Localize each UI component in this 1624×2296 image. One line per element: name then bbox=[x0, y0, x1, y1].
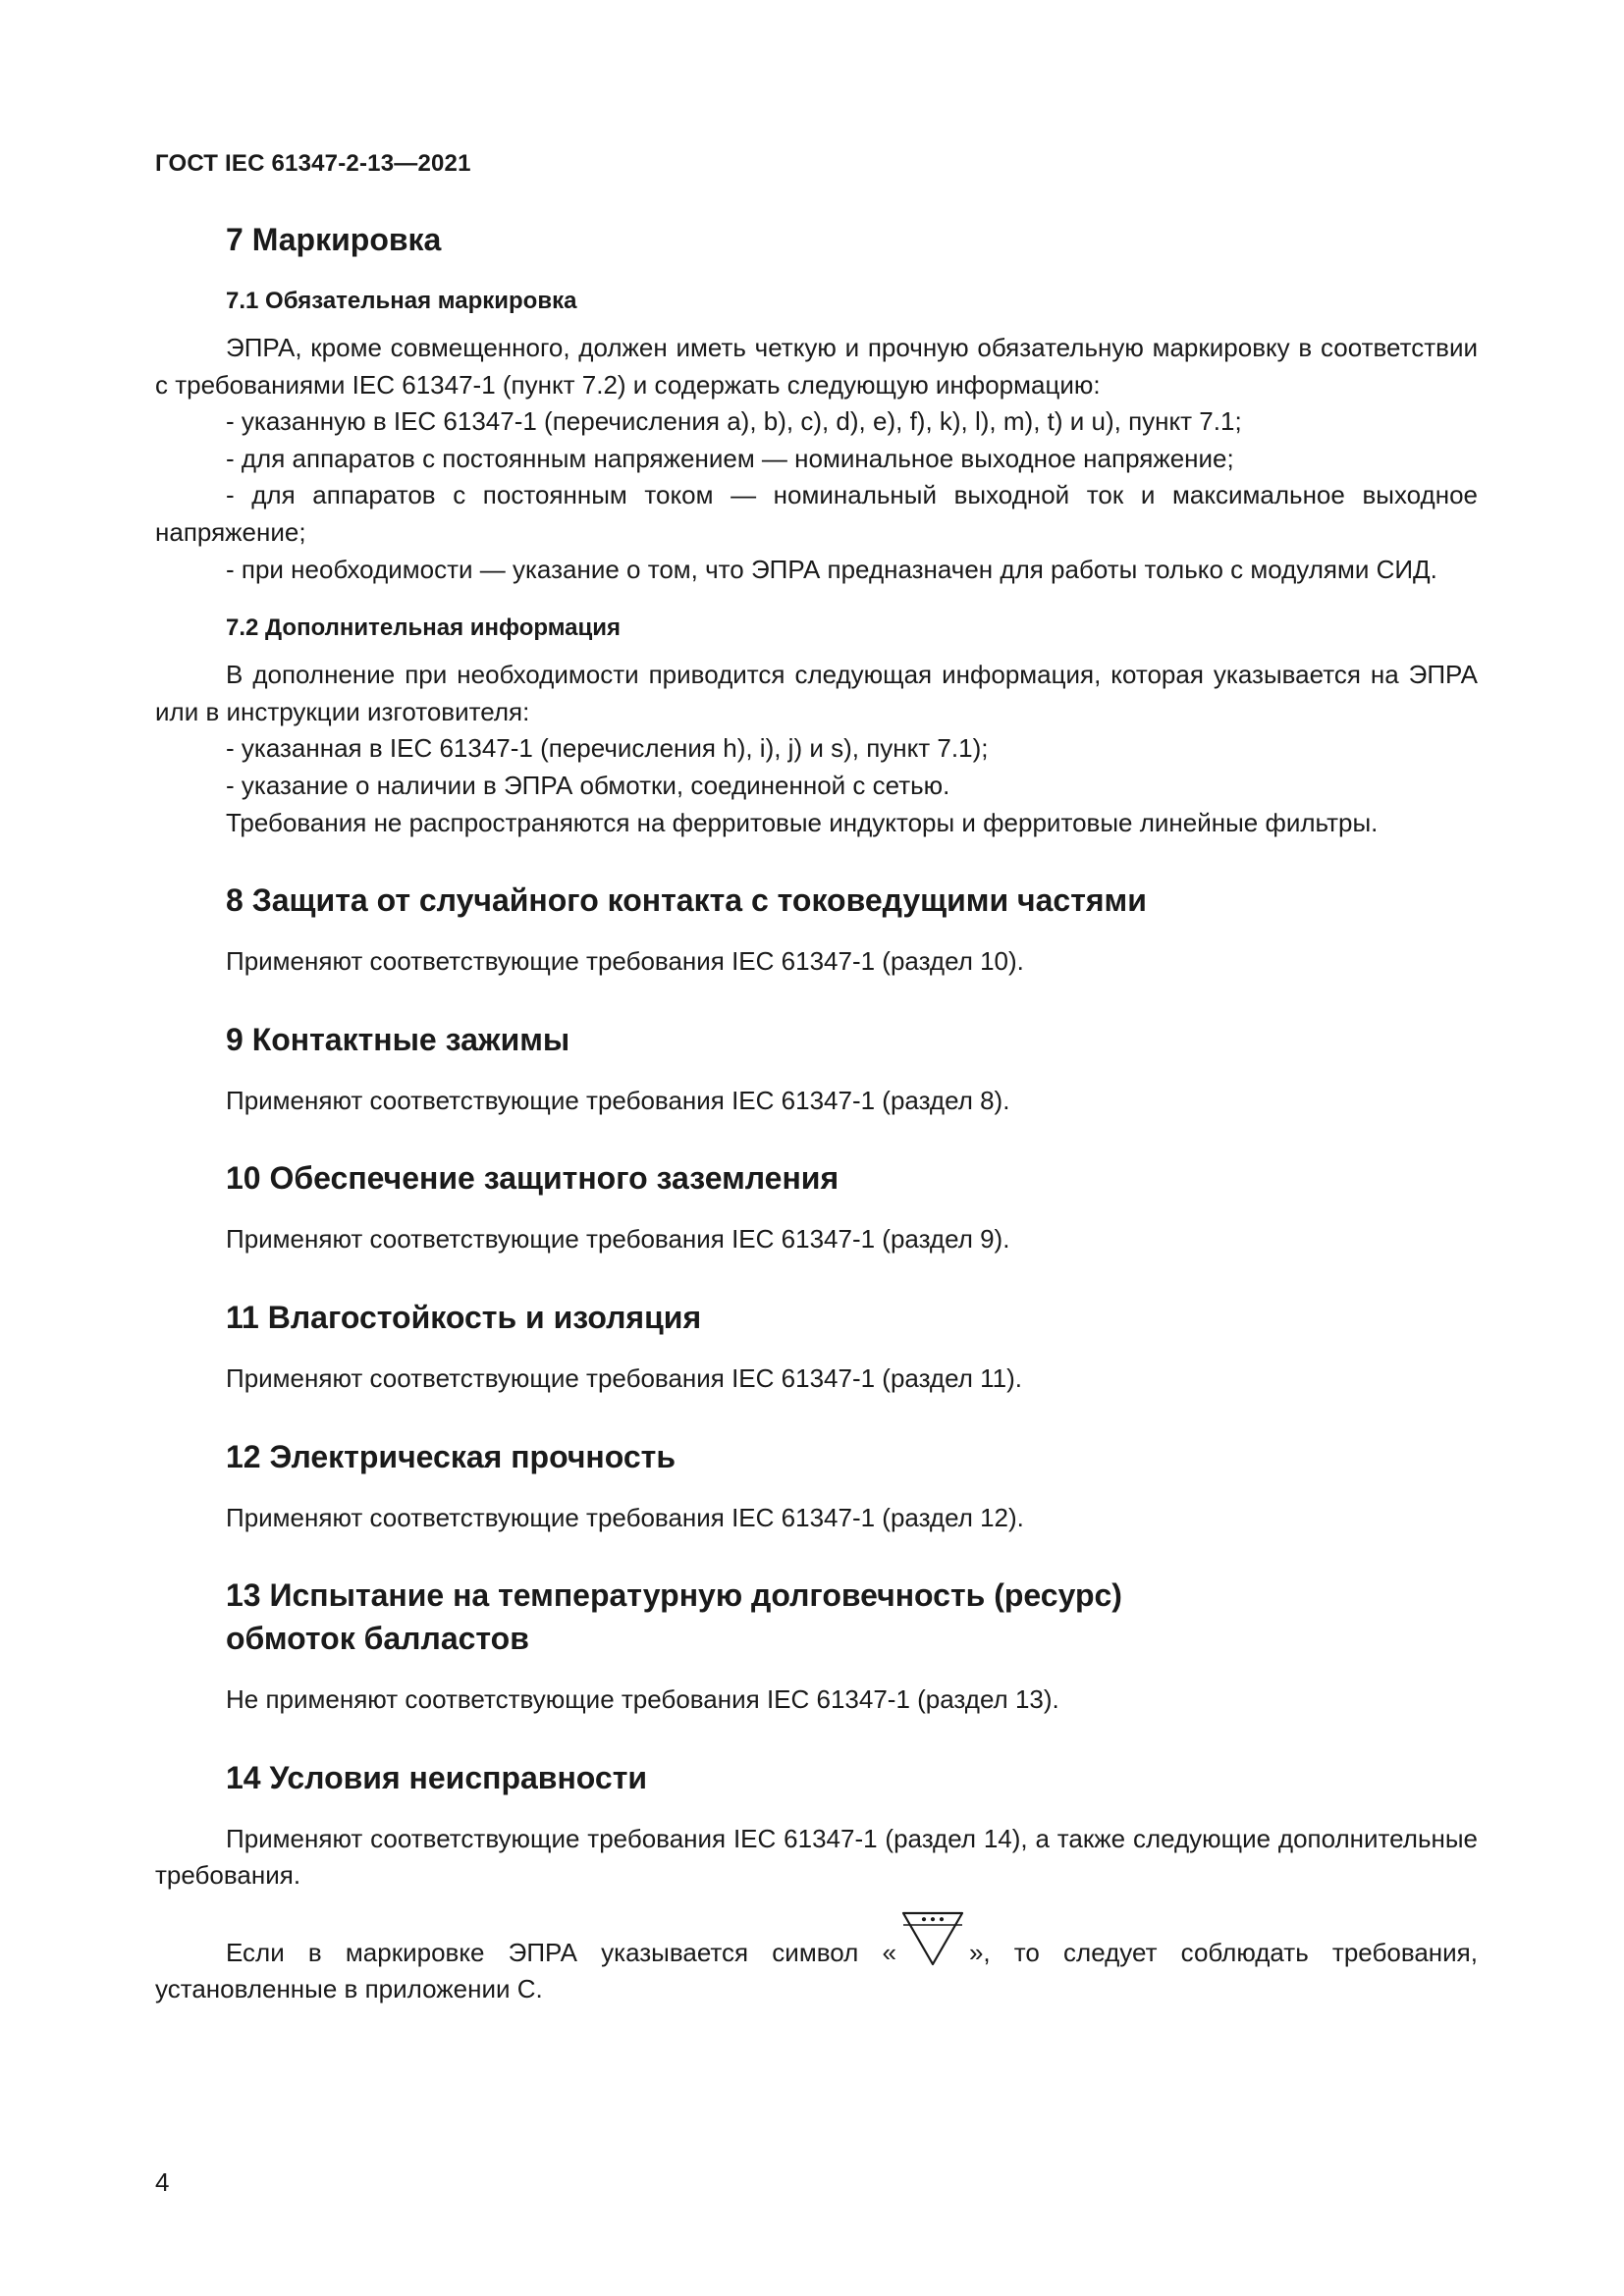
page-content bbox=[155, 218, 1478, 2008]
section-13-title-line-2: обмоток балластов bbox=[226, 1621, 529, 1657]
section-14-paragraph-2-before: Если в маркировке ЭПРА указывается символ « bbox=[226, 1937, 896, 1967]
section-9-title: 9 Контактные зажимы bbox=[226, 1021, 570, 1057]
section-7-title: 7 Маркировка bbox=[226, 222, 442, 257]
section-13-title-line-1: 13 Испытание на температурную долговечность (ресурс) bbox=[226, 1577, 1122, 1614]
section-13-text: Не применяют соответствующие требования IEC 61347-1 (раздел 13). bbox=[226, 1684, 1059, 1715]
section-7-1-list-item-3: - для аппаратов с постоянным током — номинальный выходной ток и максимальное выходное напряжение; bbox=[155, 480, 1478, 547]
section-14-paragraph-2-after: », то следует соблюдать требования, установленные в приложении С. bbox=[155, 1937, 1478, 2004]
section-7-2-list-item-2: - указание о наличии в ЭПРА обмотки, соединенной с сетью. bbox=[226, 770, 950, 800]
section-13-title bbox=[226, 1574, 1478, 1660]
section-11-title: 11 Влагостойкость и изоляция bbox=[226, 1299, 702, 1335]
section-7-2-paragraph-2: Требования не распространяются на ферритовые индукторы и ферритовые линейные фильтры. bbox=[226, 807, 1379, 837]
section-7-2-list-item-1: - указанная в IEC 61347-1 (перечисления h), i), j) и s), пункт 7.1); bbox=[226, 733, 989, 764]
section-7-1-list-item-4: - при необходимости — указание о том, что ЭПРА предназначен для работы только с модулями СИД. bbox=[226, 554, 1437, 584]
section-10-title: 10 Обеспечение защитного заземления bbox=[226, 1160, 839, 1197]
led-module-triangle-symbol-icon bbox=[900, 1910, 965, 1967]
standard-header: ГОСТ IEC 61347-2-13—2021 bbox=[155, 150, 471, 177]
section-7-1-paragraph: ЭПРА, кроме совмещенного, должен иметь четкую и прочную обязательную маркировку в соответствии с требованиями IEC 61347-1 (пункт 7.2) и содержать следующую информацию: bbox=[155, 333, 1478, 400]
section-8-title: 8 Защита от случайного контакта с токоведущими частями bbox=[226, 882, 1147, 919]
section-10-text: Применяют соответствующие требования IEC 61347-1 (раздел 9). bbox=[226, 1224, 1010, 1255]
section-7-1-list-item-1: - указанную в IEC 61347-1 (перечисления а), b), c), d), e), f), k), l), m), t) и u), пункт 7.1; bbox=[226, 406, 1242, 437]
section-12-title: 12 Электрическая прочность bbox=[226, 1438, 676, 1474]
section-7-1-title: 7.1 Обязательная маркировка bbox=[226, 288, 577, 314]
section-14-title: 14 Условия неисправности bbox=[226, 1759, 648, 1795]
section-14-paragraph-1: Применяют соответствующие требования IEC 61347-1 (раздел 14), а также следующие дополнительные требования. bbox=[155, 1823, 1478, 1891]
section-7-1-list-item-2: - для аппаратов с постоянным напряжением — номинальное выходное напряжение; bbox=[226, 443, 1234, 473]
section-12-text: Применяют соответствующие требования IEC 61347-1 (раздел 12). bbox=[226, 1502, 1024, 1532]
section-7-2-title: 7.2 Дополнительная информация bbox=[226, 614, 621, 642]
section-14-paragraph-2 bbox=[155, 1910, 1478, 2008]
section-11-text: Применяют соответствующие требования IEC 61347-1 (раздел 11). bbox=[226, 1362, 1022, 1393]
section-8-text: Применяют соответствующие требования IEC 61347-1 (раздел 10). bbox=[226, 946, 1024, 977]
section-9-text: Применяют соответствующие требования IEC 61347-1 (раздел 8). bbox=[226, 1085, 1010, 1115]
section-7-2-paragraph: В дополнение при необходимости приводится следующая информация, которая указывается на ЭПРА или в инструкции изготовителя: bbox=[155, 660, 1478, 726]
page-number: 4 bbox=[155, 2167, 170, 2197]
